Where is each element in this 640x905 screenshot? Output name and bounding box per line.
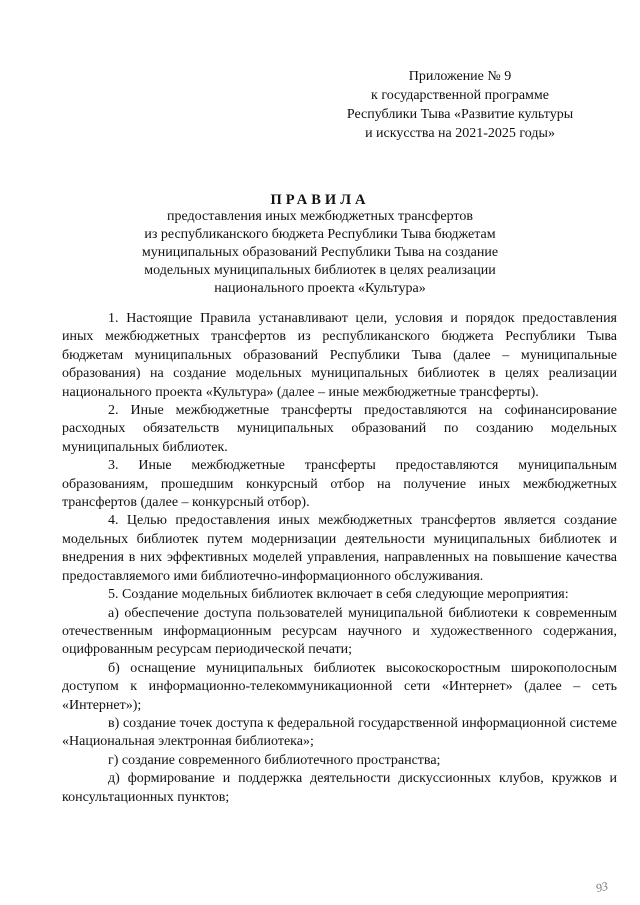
- appendix-line: Республики Тыва «Развитие культуры: [346, 107, 574, 122]
- paragraph-4: 4. Целью предоставления иных межбюджетных трансфертов является создание модельных библиотек путем модернизации деятельности муниципальных библиотек и внедрения в них эффективных моделей управления, направленных на повышение качества предоставляемого ими библиотечно-информационного обслуживания.: [62, 513, 617, 584]
- list-item-g: г) создание современного библиотечного пространства;: [108, 752, 441, 768]
- subtitle-line: предоставления иных межбюджетных трансфертов: [167, 209, 473, 224]
- subtitle-line: муниципальных образований Республики Тыва на создание: [141, 245, 499, 260]
- paragraph-5: 5. Создание модельных библиотек включает в себя следующие мероприятия:: [108, 587, 569, 603]
- page-number-mark: 93: [594, 878, 610, 896]
- document-subtitle: [110, 208, 530, 298]
- list-item-d: д) формирование и поддержка деятельности дискуссионных клубов, кружков и консультационных пунктов;: [62, 771, 617, 805]
- appendix-line: Приложение № 9: [408, 69, 512, 84]
- subtitle-line: из республиканского бюджета Республики Тыва бюджетам: [144, 227, 496, 242]
- paragraph-2: 2. Иные межбюджетные трансферты предоставляются на софинансирование расходных обязательств муниципальных образований по созданию модельных муниципальных библиотек.: [62, 403, 617, 455]
- appendix-line: к государственной программе: [371, 88, 549, 103]
- paragraph-3: 3. Иные межбюджетные трансферты предоставляются муниципальным образованиям, прошедшим конкурсный отбор на получение иных межбюджетных трансфертов (далее – конкурсный отбор).: [62, 458, 617, 511]
- document-title: ПРАВИЛА: [270, 192, 370, 208]
- list-item-v: в) создание точек доступа к федеральной государственной информационной системе «Национальная электронная библиотека»;: [62, 715, 617, 750]
- paragraph-1: 1. Настоящие Правила устанавливают цели, условия и порядок предоставления иных межбюджетных трансфертов из республиканского бюджета Республики Тыва бюджетам муниципальных образований Республики Тыва (далее – муниципальные образования) на создание модельных муниципальных библиотек в целях реализации национального проекта «Культура» (далее – иные межбюджетные трансферты).: [62, 311, 617, 400]
- subtitle-line: национального проекта «Культура»: [214, 281, 426, 296]
- document-body: [62, 310, 617, 807]
- subtitle-line: модельных муниципальных библиотек в целях реализации: [144, 263, 496, 278]
- list-item-a: а) обеспечение доступа пользователей муниципальной библиотеки к современным отечественным информационным ресурсам научного и художественного содержания, оцифрованным ресурсам периодической печати;: [62, 605, 617, 658]
- appendix-line: и искусства на 2021-2025 годы»: [365, 126, 555, 141]
- appendix-header: [300, 67, 620, 143]
- list-item-b: б) оснащение муниципальных библиотек высокоскоростным широкополосным доступом к информационно-телекоммуникационной сети «Интернет» (далее – сеть «Интернет»);: [62, 660, 617, 713]
